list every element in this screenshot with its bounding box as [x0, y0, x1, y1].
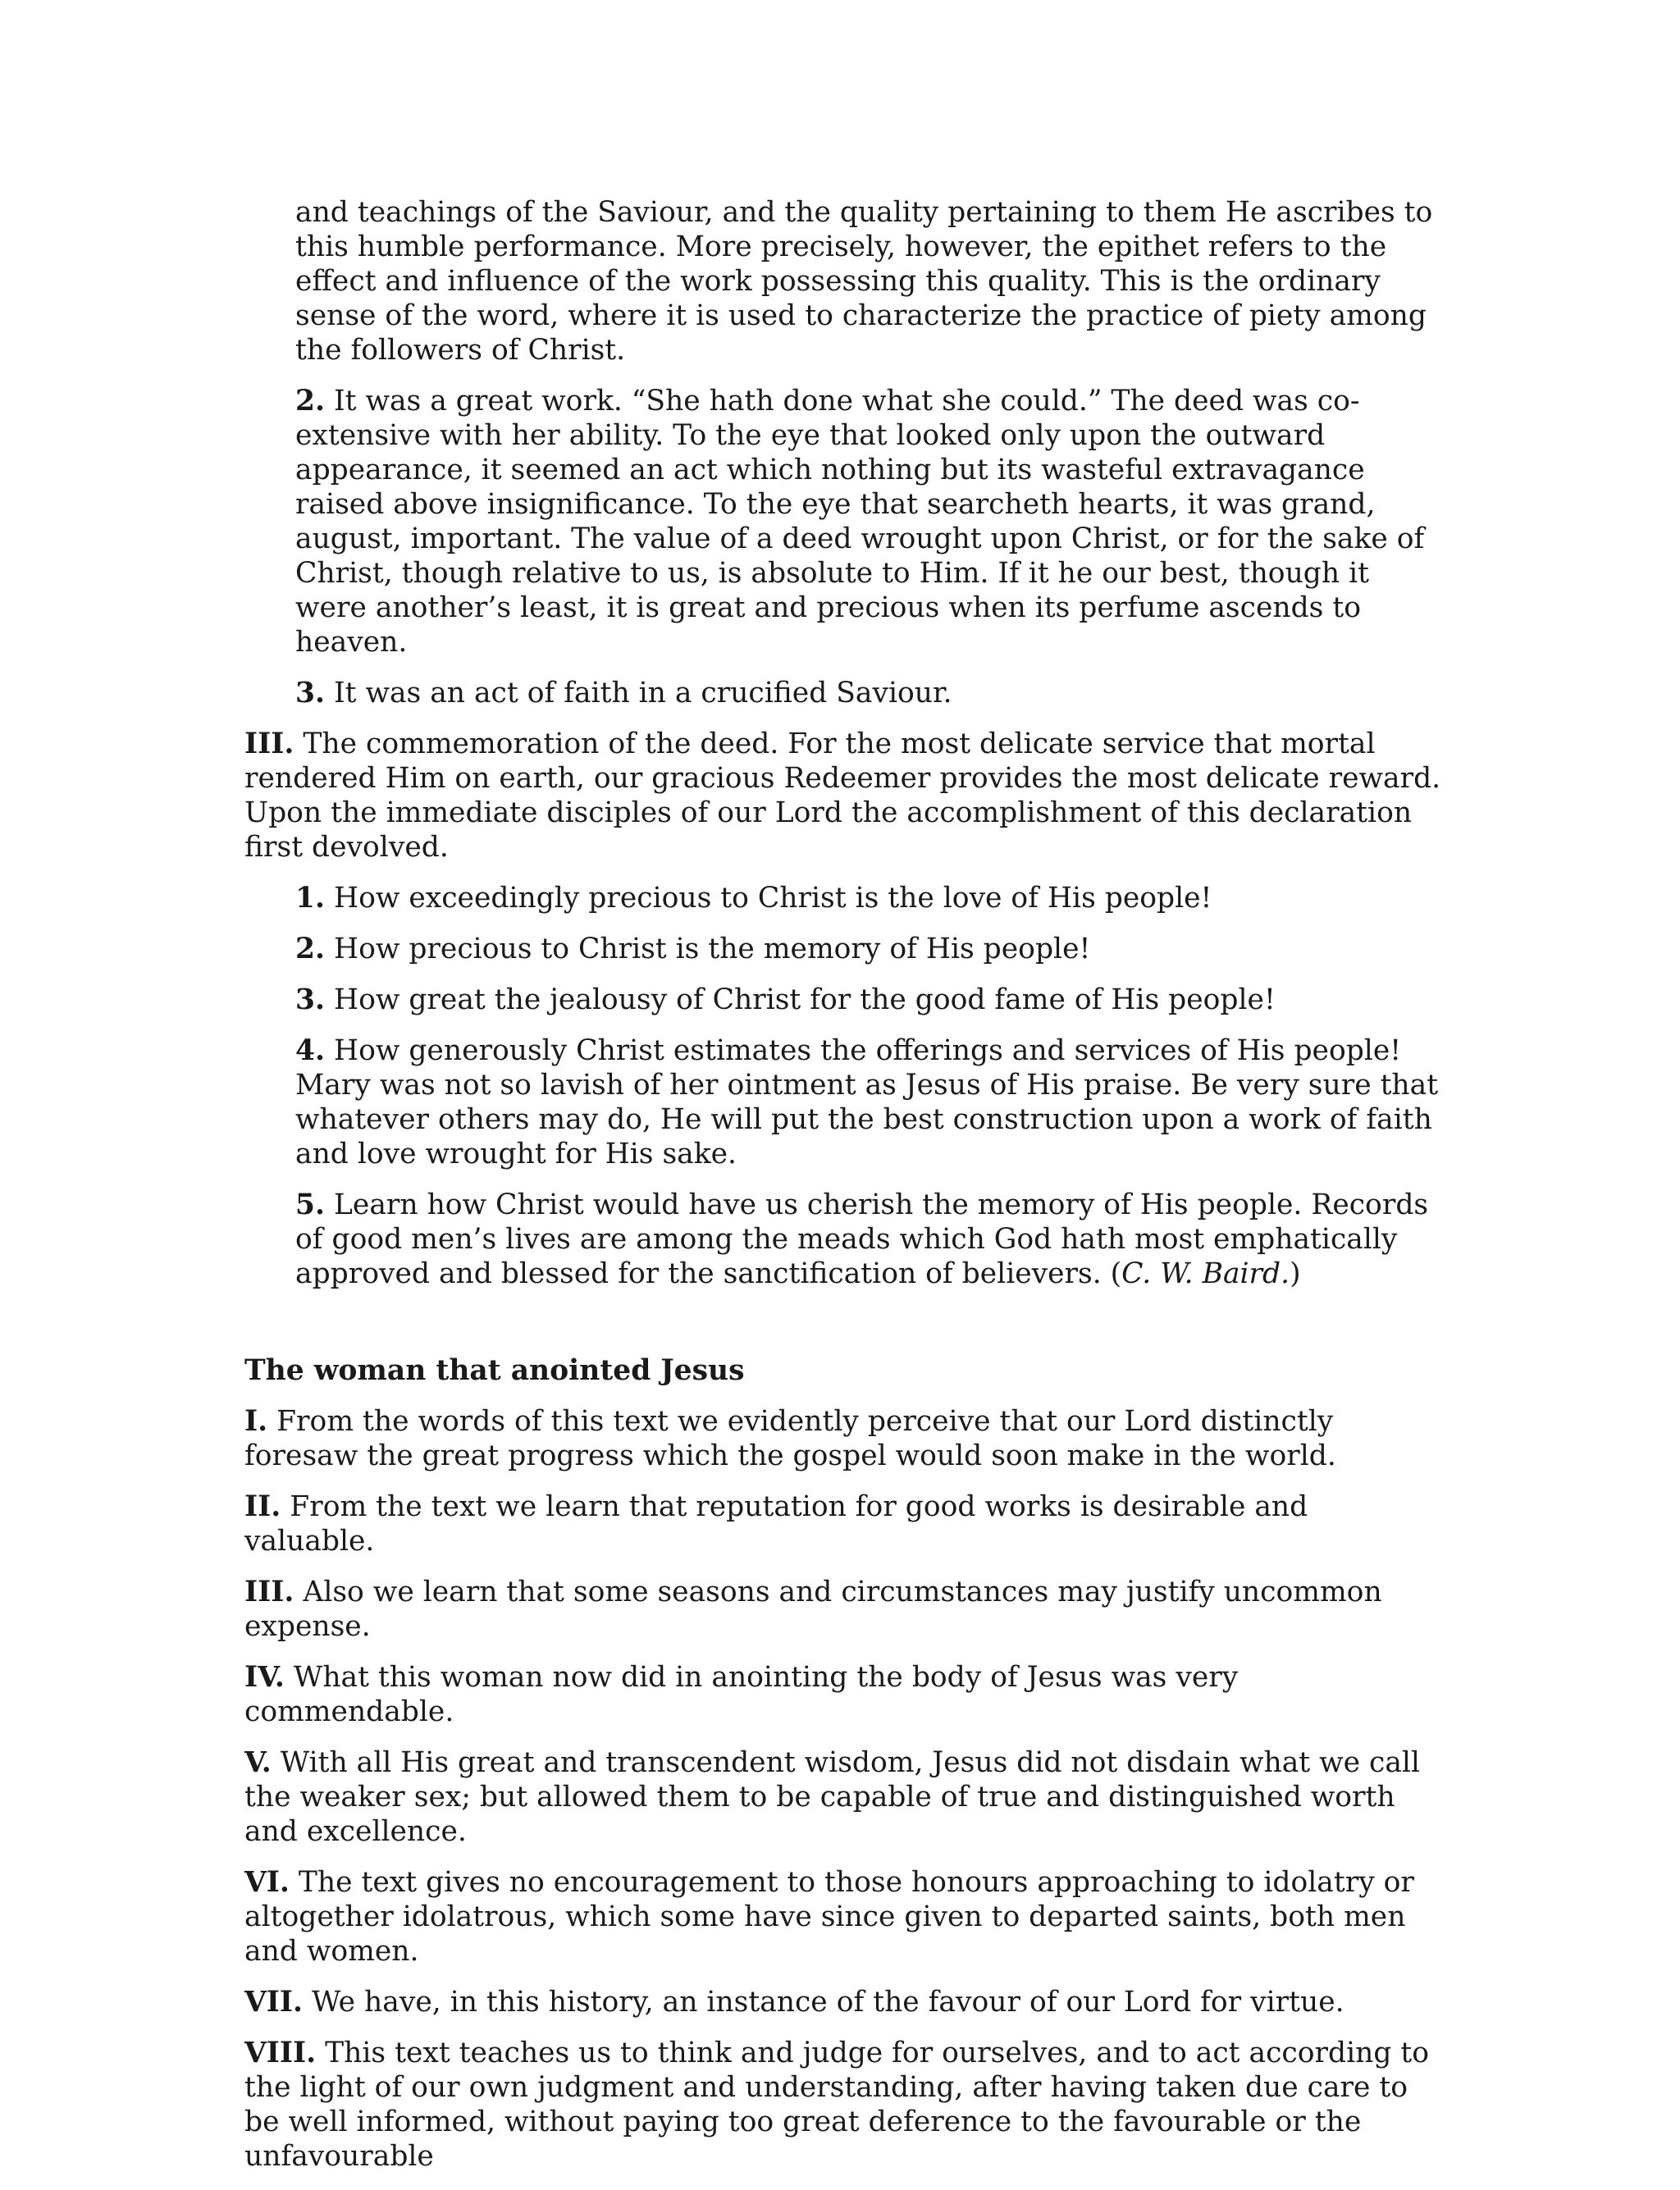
- item-number: 3.: [295, 983, 326, 1016]
- point-text: The commemoration of the deed. For the most delicate service that mortal rendered Him on earth, our gracious Redeemer provides the most delicate reward. Upon the immediate disciples of our Lord the accomplishment of this declaration first devolved.: [244, 728, 1441, 864]
- item-text: How precious to Christ is the memory of His people!: [325, 933, 1091, 965]
- item-text: It was a great work. “She hath done what she could.” The deed was co-extensive with her ability. To the eye that looked only upon the outward appearance, it seemed an act which nothing but its wasteful extravagance raised above insignificance. To the eye that searcheth hearts, it was grand, august, important. The value of a deed wrought upon Christ, or for the sake of Christ, though relative to us, is absolute to Him. If it he our best, though it were another’s least, it is great and precious when its perfume ascends to heaven.: [295, 385, 1425, 659]
- point-number: VIII.: [244, 2037, 317, 2069]
- point-iv: [244, 1660, 1442, 1729]
- continued-paragraph: and teachings of the Saviour, and the quality pertaining to them He ascribes to this humble performance. More precisely, however, the epithet refers to the effect and influence of the work possessing this quality. This is the ordinary sense of the word, where it is used to characterize the practice of piety among the followers of Christ.: [295, 196, 1433, 367]
- point-text: From the words of this text we evidently perceive that our Lord distinctly foresaw the great progress which the gospel would soon make in the world.: [244, 1405, 1336, 1472]
- point-text: What this woman now did in anointing the body of Jesus was very commendable.: [244, 1661, 1239, 1728]
- point-number: II.: [244, 1490, 281, 1523]
- point-number: III.: [244, 728, 294, 760]
- item-number: 4.: [295, 1034, 326, 1067]
- item-text: How great the jealousy of Christ for the good fame of His people!: [325, 983, 1276, 1016]
- author-citation: C. W. Baird.: [1121, 1257, 1290, 1290]
- point-text: This text teaches us to think and judge for ourselves, and to act according to the light of our own judgment and understanding, after having taken due care to be well informed, without paying too great deference to the favourable or the unfavourable: [244, 2037, 1430, 2173]
- point-number: I.: [244, 1405, 268, 1438]
- section-heading: The woman that anointed Jesus: [244, 1354, 745, 1387]
- item-number: 5.: [295, 1189, 326, 1221]
- point-number: VII.: [244, 1986, 304, 2019]
- citation-close: ): [1290, 1257, 1301, 1290]
- point-iii: [244, 727, 1442, 865]
- list-item-3: [295, 676, 1442, 710]
- item-number: 2.: [295, 933, 326, 965]
- point-text: With all His great and transcendent wisdom, Jesus did not disdain what we call the weaker sex; but allowed them to be capable of true and distinguished worth and excellence.: [244, 1746, 1420, 1848]
- point-number: III.: [244, 1576, 294, 1608]
- point-number: IV.: [244, 1661, 285, 1694]
- point-vi: [244, 1865, 1442, 1969]
- item-number: 3.: [295, 677, 326, 709]
- sub-item-2: [295, 932, 1442, 966]
- point-text: Also we learn that some seasons and circumstances may justify uncommon expense.: [244, 1576, 1382, 1643]
- sub-item-4: [295, 1033, 1442, 1171]
- item-text: It was an act of faith in a crucified Saviour.: [325, 677, 952, 709]
- sub-item-5: [295, 1188, 1442, 1291]
- point-i: [244, 1404, 1442, 1473]
- point-text: We have, in this history, an instance of the favour of our Lord for virtue.: [303, 1986, 1344, 2019]
- item-number: 2.: [295, 385, 326, 417]
- sub-item-1: [295, 881, 1442, 915]
- point-number: V.: [244, 1746, 272, 1779]
- point-v: [244, 1745, 1442, 1849]
- item-text: How exceedingly precious to Christ is the love of His people!: [325, 882, 1212, 915]
- point-text: From the text we learn that reputation for good works is desirable and valuable.: [244, 1490, 1308, 1558]
- point-ii: [244, 1490, 1442, 1558]
- item-text: Learn how Christ would have us cherish the memory of His people. Records of good men’s lives are among the meads which God hath most emphatically approved and blessed for the sanctification of believers. (: [295, 1189, 1429, 1290]
- document-page: [244, 195, 1442, 2190]
- sub-item-3: [295, 983, 1442, 1017]
- point-text: The text gives no encouragement to those honours approaching to idolatry or altogether idolatrous, which some have since given to departed saints, both men and women.: [244, 1866, 1414, 1968]
- item-text: How generously Christ estimates the offerings and services of His people! Mary was not so lavish of her ointment as Jesus of His praise. Be very sure that whatever others may do, He will put the best construction upon a work of faith and love wrought for His sake.: [295, 1034, 1439, 1170]
- point-number: VI.: [244, 1866, 290, 1899]
- item-number: 1.: [295, 882, 326, 915]
- point-viii: [244, 2036, 1442, 2174]
- list-item-2: [295, 384, 1442, 659]
- point-vii: [244, 1985, 1442, 2019]
- point-iii-b: [244, 1575, 1442, 1644]
